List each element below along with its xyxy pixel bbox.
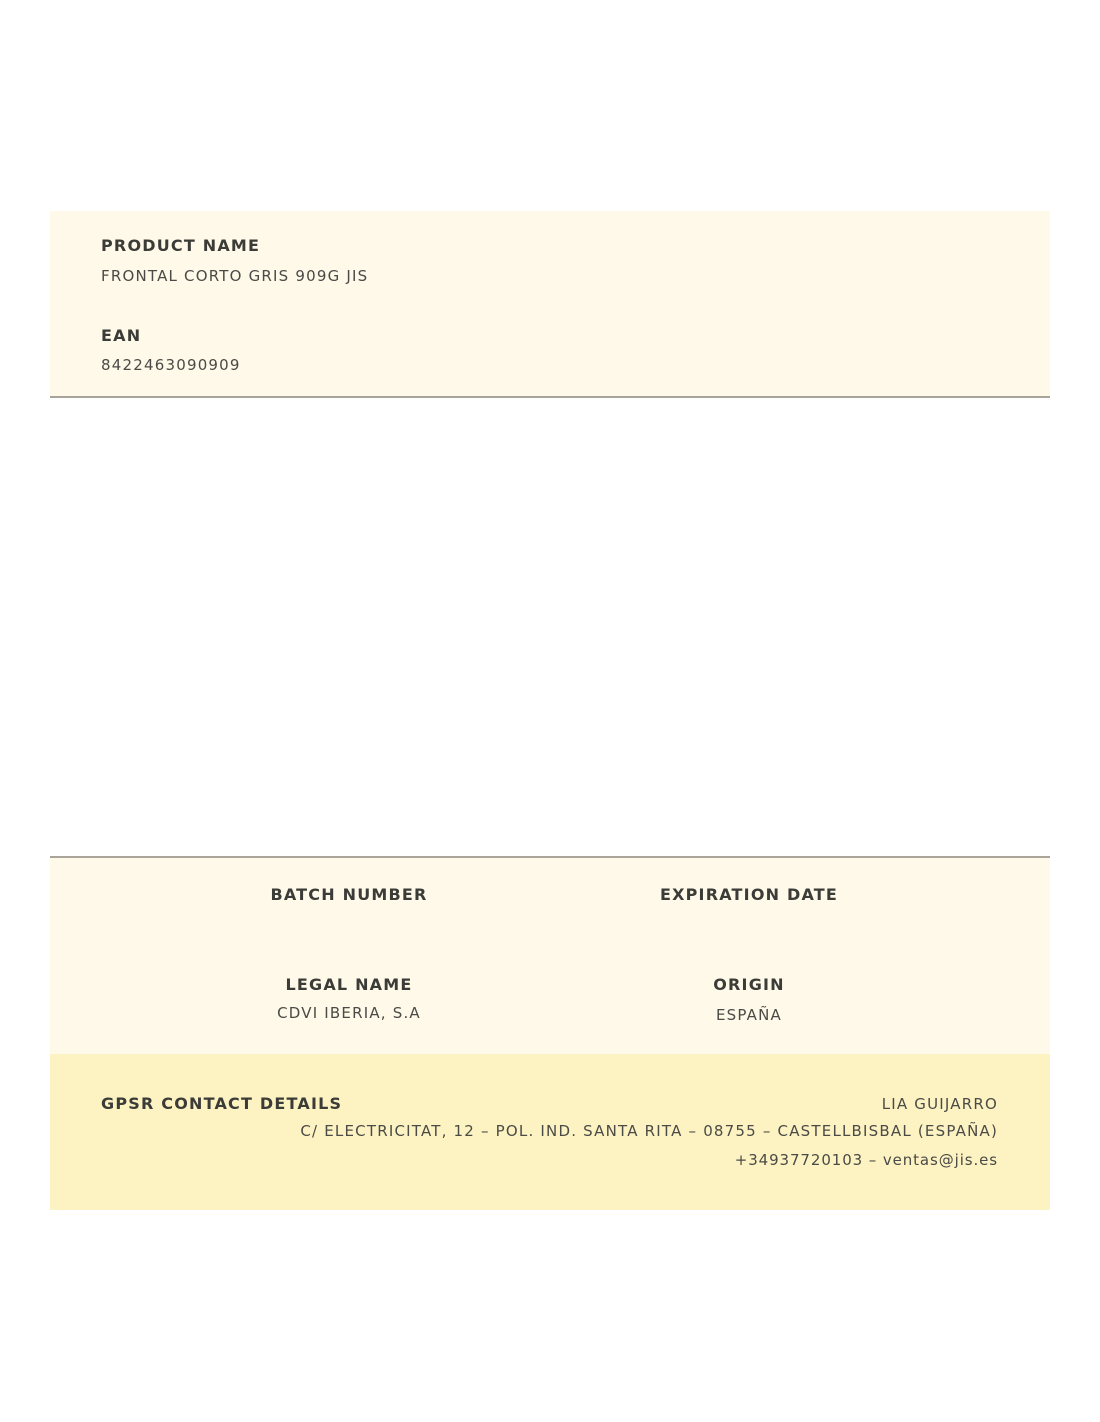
gpsr-contact-label: GPSR CONTACT DETAILS bbox=[101, 1094, 343, 1113]
product-panel bbox=[50, 211, 1050, 398]
contact-panel bbox=[50, 1054, 1050, 1210]
details-panel bbox=[50, 856, 1050, 1056]
product-name-label: PRODUCT NAME bbox=[101, 236, 261, 255]
ean-label: EAN bbox=[101, 326, 142, 345]
contact-address: C/ ELECTRICITAT, 12 – POL. IND. SANTA RITA – 08755 – CASTELLBISBAL (ESPAÑA) bbox=[300, 1122, 998, 1140]
contact-phone-email: +34937720103 – ventas@jis.es bbox=[734, 1151, 998, 1169]
legal-name-value: CDVI IBERIA, S.A bbox=[277, 1004, 421, 1022]
expiration-date-label: EXPIRATION DATE bbox=[659, 885, 839, 904]
contact-person: LIA GUIJARRO bbox=[881, 1095, 998, 1113]
origin-label: ORIGIN bbox=[713, 975, 785, 994]
batch-number-label: BATCH NUMBER bbox=[270, 885, 428, 904]
origin-value: ESPAÑA bbox=[715, 1006, 783, 1024]
ean-value: 8422463090909 bbox=[101, 356, 241, 374]
product-name-value: FRONTAL CORTO GRIS 909G JIS bbox=[101, 267, 369, 285]
legal-name-label: LEGAL NAME bbox=[285, 975, 413, 994]
